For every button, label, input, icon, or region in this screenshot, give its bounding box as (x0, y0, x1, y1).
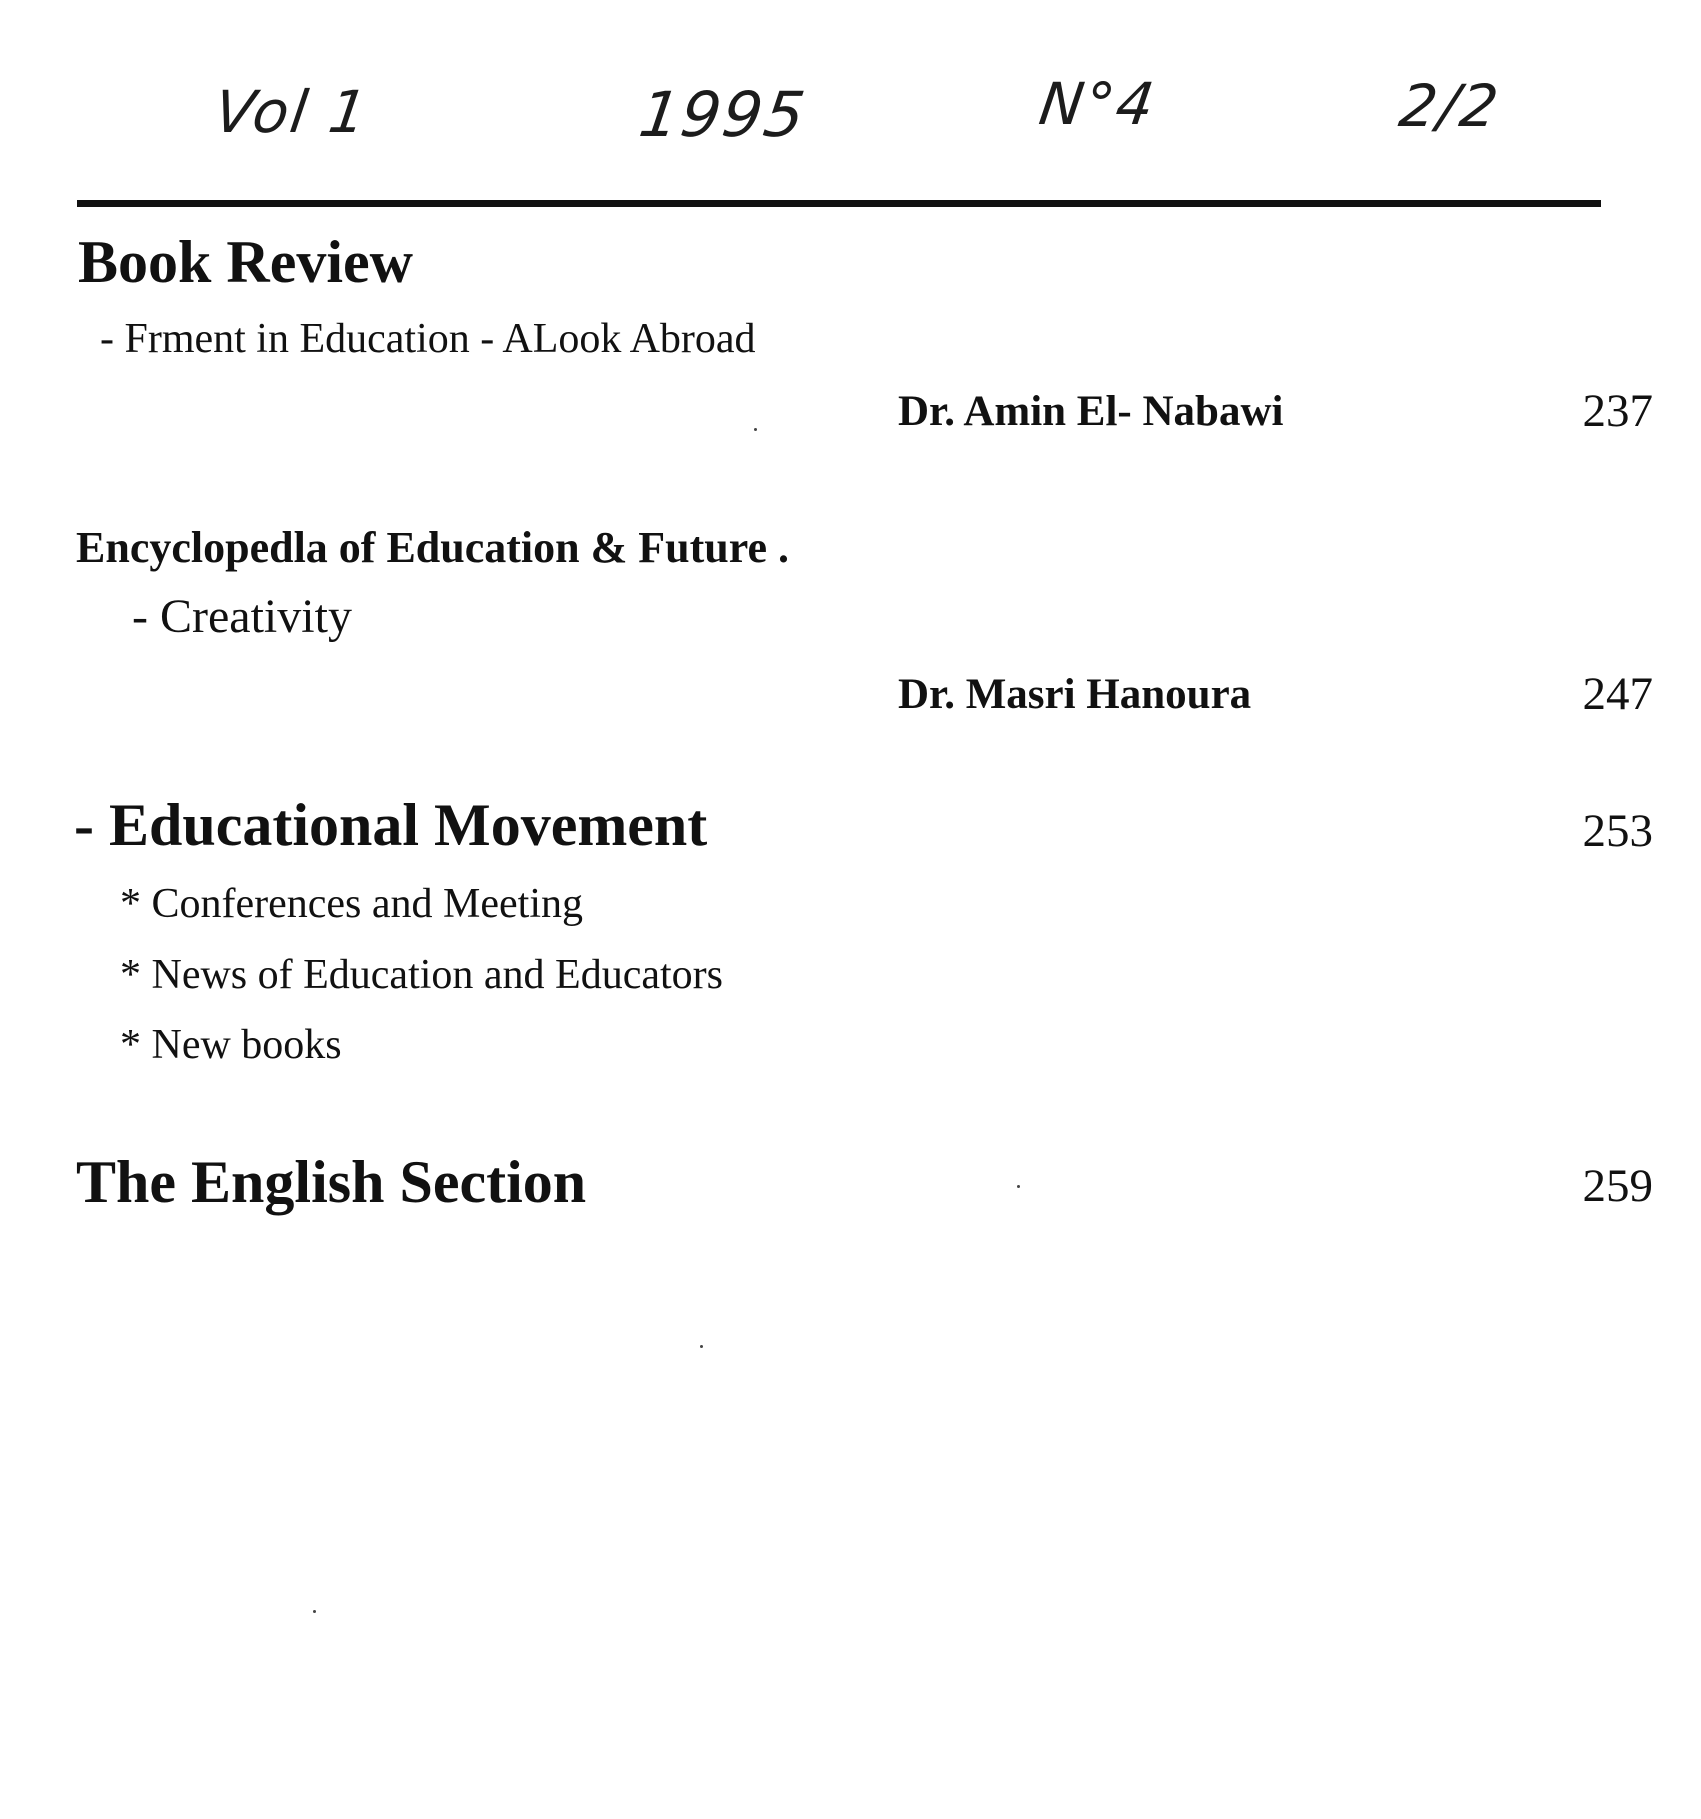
toc-entry-author: Dr. Amin El- Nabawi (898, 388, 1284, 435)
section-heading-book-review: Book Review (78, 229, 413, 295)
toc-entry-title: - Creativity (132, 590, 352, 643)
scan-speck (700, 1345, 703, 1348)
scan-speck (313, 1610, 316, 1613)
scan-speck (754, 428, 757, 431)
section-heading-educational-movement: - Educational Movement (74, 792, 708, 858)
handwritten-volume: Vol 1 (210, 78, 373, 146)
toc-page-number: 247 (1582, 668, 1653, 720)
handwritten-year: 1995 (634, 78, 811, 151)
toc-entry-title: - Frment in Education - ALook Abroad (100, 316, 756, 362)
list-item: * Conferences and Meeting (120, 881, 584, 927)
section-heading-english-section: The English Section (76, 1149, 587, 1215)
handwritten-issue-number: N°4 (1035, 70, 1161, 138)
header-rule (77, 200, 1601, 207)
toc-page-number: 259 (1582, 1160, 1653, 1212)
list-item: * New books (120, 1022, 342, 1068)
handwritten-part-fraction: 2/2 (1395, 72, 1505, 140)
toc-page-number: 253 (1582, 805, 1653, 857)
scan-speck (1017, 1185, 1020, 1188)
list-item: * News of Education and Educators (120, 952, 723, 998)
section-heading-encyclopedia: Encyclopedla of Education & Future . (76, 523, 790, 572)
toc-entry-author: Dr. Masri Hanoura (898, 671, 1252, 718)
toc-page-number: 237 (1582, 385, 1653, 437)
